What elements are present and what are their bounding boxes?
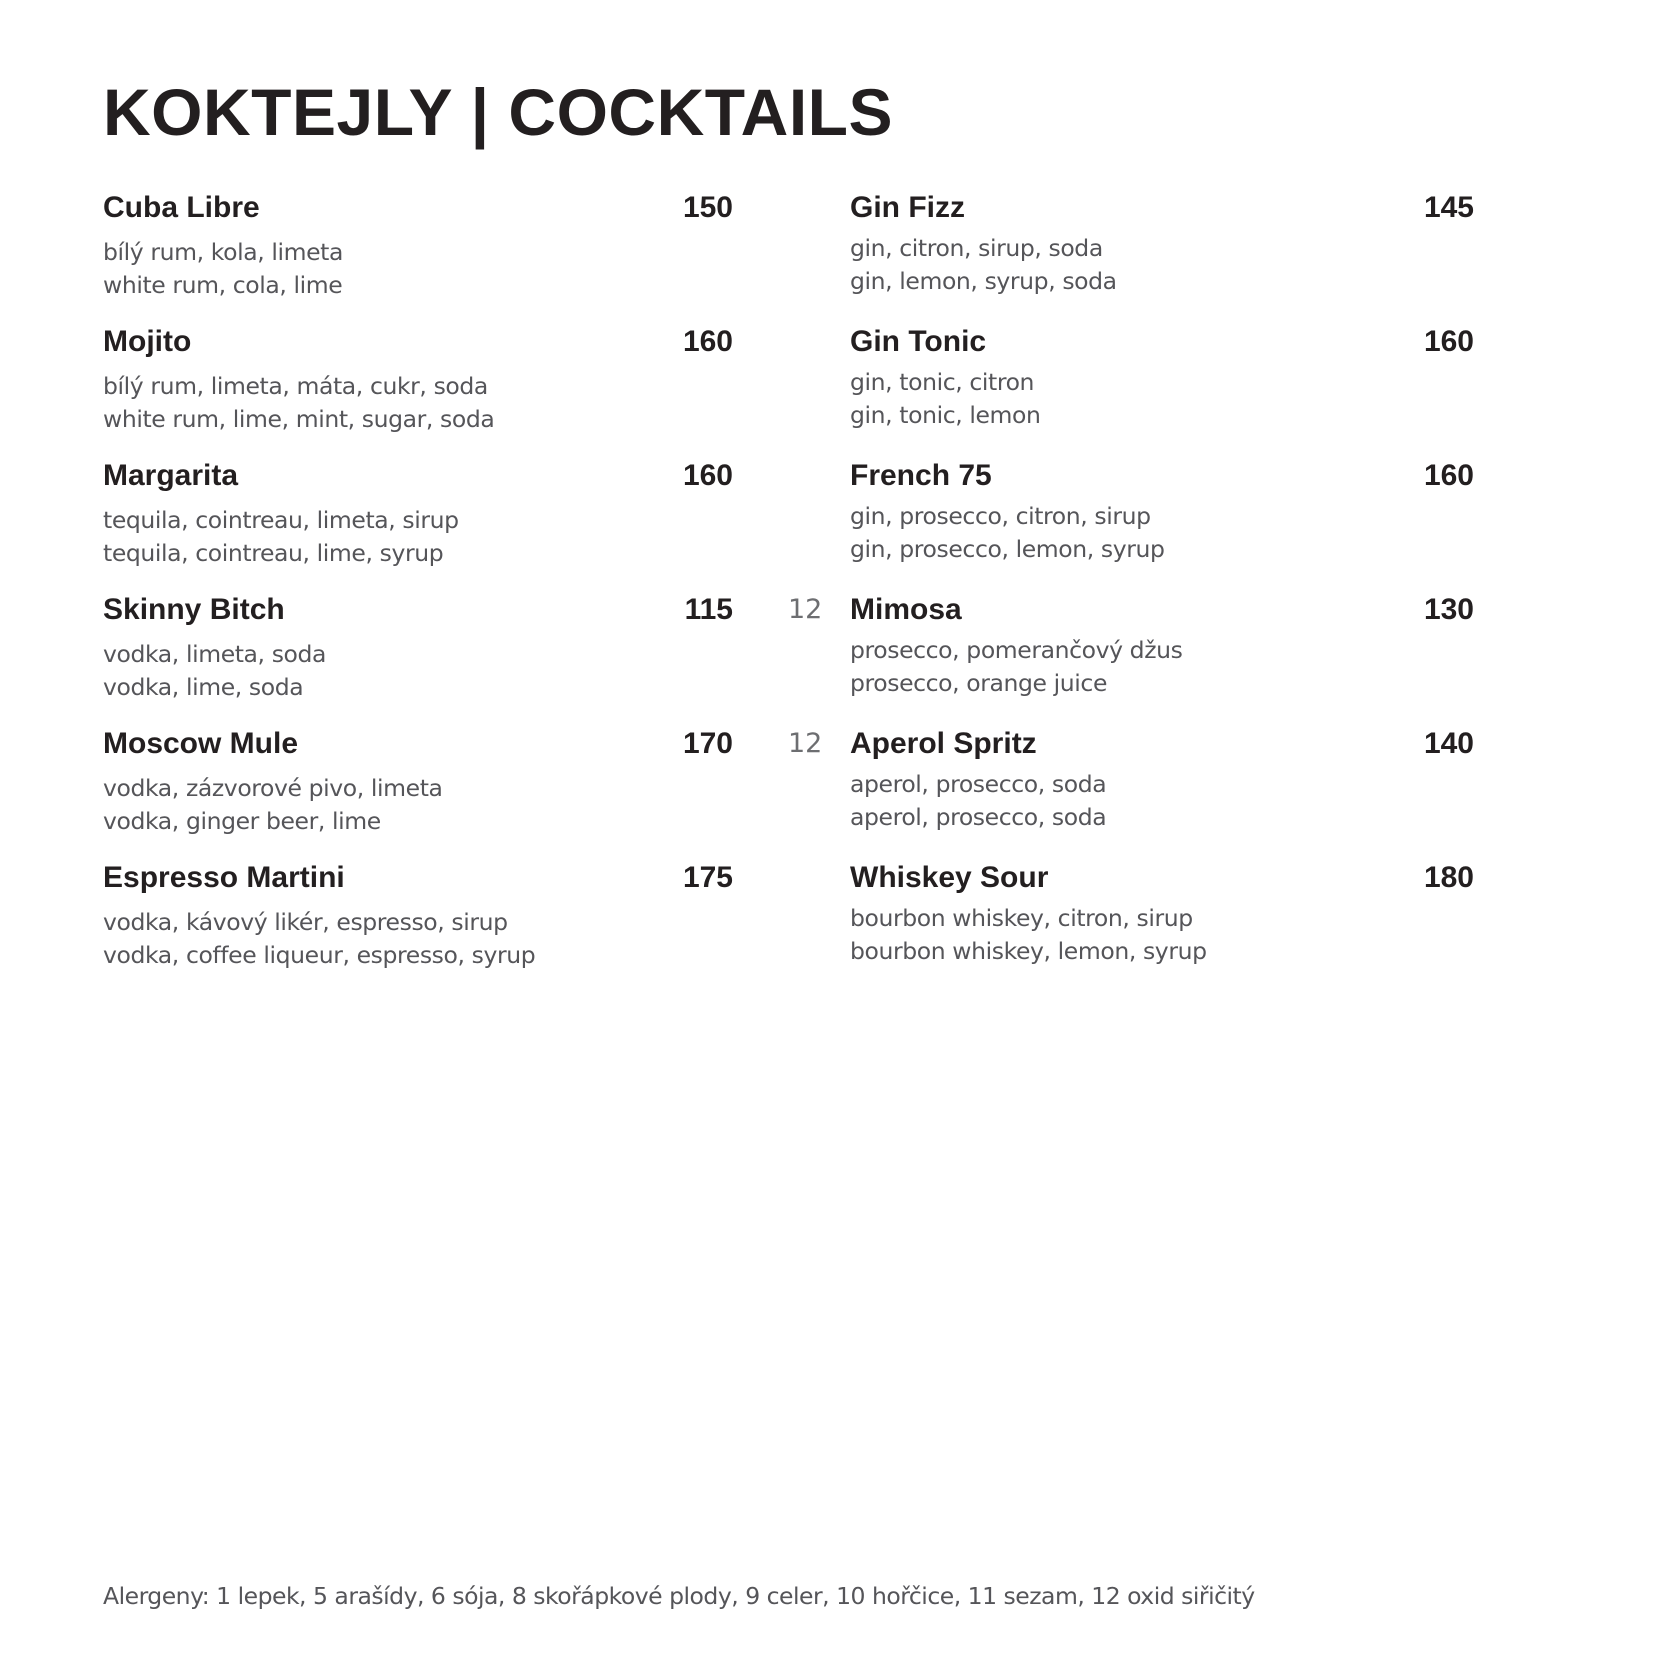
- item-name: Margarita: [103, 459, 239, 492]
- item-price: 160: [1423, 325, 1474, 358]
- item-name: Mojito: [103, 325, 192, 358]
- item-name: Moscow Mule: [103, 727, 299, 760]
- item-description-cz: aperol, prosecco, soda: [850, 770, 1107, 798]
- item-description-en: white rum, cola, lime: [103, 271, 343, 299]
- item-description-en: tequila, cointreau, lime, syrup: [103, 539, 444, 567]
- menu-item: [103, 456, 733, 590]
- item-name: Aperol Spritz: [850, 727, 1037, 760]
- item-price: 180: [1423, 861, 1474, 894]
- item-description: [103, 236, 343, 302]
- item-price: 160: [1423, 459, 1474, 492]
- menu-item: [103, 322, 733, 456]
- item-description: [850, 500, 1165, 566]
- item-description-en: aperol, prosecco, soda: [850, 803, 1107, 831]
- item-description-en: white rum, lime, mint, sugar, soda: [103, 405, 495, 433]
- item-name: French 75: [850, 459, 992, 492]
- item-allergen-code: 12: [788, 728, 823, 759]
- menu-title: KOKTEJLY | COCKTAILS: [103, 75, 894, 149]
- menu-item: [788, 724, 1480, 858]
- item-description: [103, 906, 535, 972]
- menu-item: [850, 858, 1480, 992]
- item-description: [103, 504, 459, 570]
- item-description-en: vodka, ginger beer, lime: [103, 807, 381, 835]
- item-description-en: gin, prosecco, lemon, syrup: [850, 535, 1165, 563]
- item-description-cz: gin, tonic, citron: [850, 368, 1035, 396]
- item-price: 115: [684, 593, 733, 626]
- menu-item: [103, 188, 733, 322]
- item-description-cz: bílý rum, limeta, máta, cukr, soda: [103, 372, 488, 400]
- item-description-cz: vodka, kávový likér, espresso, sirup: [103, 908, 508, 936]
- item-price: 175: [682, 861, 733, 894]
- item-description-cz: bourbon whiskey, citron, sirup: [850, 904, 1193, 932]
- item-description-cz: vodka, limeta, soda: [103, 640, 327, 668]
- item-description: [103, 772, 443, 838]
- item-name: Gin Fizz: [850, 191, 965, 224]
- item-description-en: gin, tonic, lemon: [850, 401, 1041, 429]
- item-description: [103, 638, 326, 704]
- item-description-en: prosecco, orange juice: [850, 669, 1108, 697]
- menu-item: [788, 590, 1480, 724]
- menu-item: [103, 724, 733, 858]
- allergen-legend: Alergeny: 1 lepek, 5 arašídy, 6 sója, 8 skořápkové plody, 9 celer, 10 hořčice, 11 sezam, 12 oxid siřičitý: [103, 1582, 1255, 1610]
- item-description-cz: vodka, zázvorové pivo, limeta: [103, 774, 443, 802]
- item-name: Mimosa: [850, 593, 962, 626]
- item-description-en: vodka, lime, soda: [103, 673, 304, 701]
- item-price: 160: [682, 459, 733, 492]
- item-name: Gin Tonic: [850, 325, 987, 358]
- item-description-cz: gin, citron, sirup, soda: [850, 234, 1103, 262]
- item-description-cz: prosecco, pomerančový džus: [850, 636, 1183, 664]
- item-description-en: vodka, coffee liqueur, espresso, syrup: [103, 941, 536, 969]
- item-price: 150: [682, 191, 733, 224]
- item-description: [850, 634, 1182, 700]
- item-description-cz: bílý rum, kola, limeta: [103, 238, 343, 266]
- item-description: [850, 232, 1117, 298]
- item-name: Cuba Libre: [103, 191, 260, 224]
- item-description: [850, 768, 1106, 834]
- item-name: Espresso Martini: [103, 861, 345, 894]
- item-price: 140: [1423, 727, 1474, 760]
- menu-item: [850, 322, 1480, 456]
- item-name: Skinny Bitch: [103, 593, 285, 626]
- item-description-en: bourbon whiskey, lemon, syrup: [850, 937, 1207, 965]
- menu-column-left: [103, 188, 733, 992]
- item-description-cz: tequila, cointreau, limeta, sirup: [103, 506, 459, 534]
- menu-item: [103, 590, 733, 724]
- item-price: 170: [682, 727, 733, 760]
- item-name: Whiskey Sour: [850, 861, 1049, 894]
- item-description-en: gin, lemon, syrup, soda: [850, 267, 1117, 295]
- item-price: 160: [682, 325, 733, 358]
- item-description: [850, 902, 1207, 968]
- item-description-cz: gin, prosecco, citron, sirup: [850, 502, 1151, 530]
- menu-item: [850, 188, 1480, 322]
- item-description: [850, 366, 1041, 432]
- item-allergen-code: 12: [788, 594, 823, 625]
- item-price: 130: [1423, 593, 1474, 626]
- menu-item: [103, 858, 733, 992]
- menu-item: [850, 456, 1480, 590]
- item-price: 145: [1423, 191, 1474, 224]
- item-description: [103, 370, 494, 436]
- menu-column-right: [788, 188, 1480, 992]
